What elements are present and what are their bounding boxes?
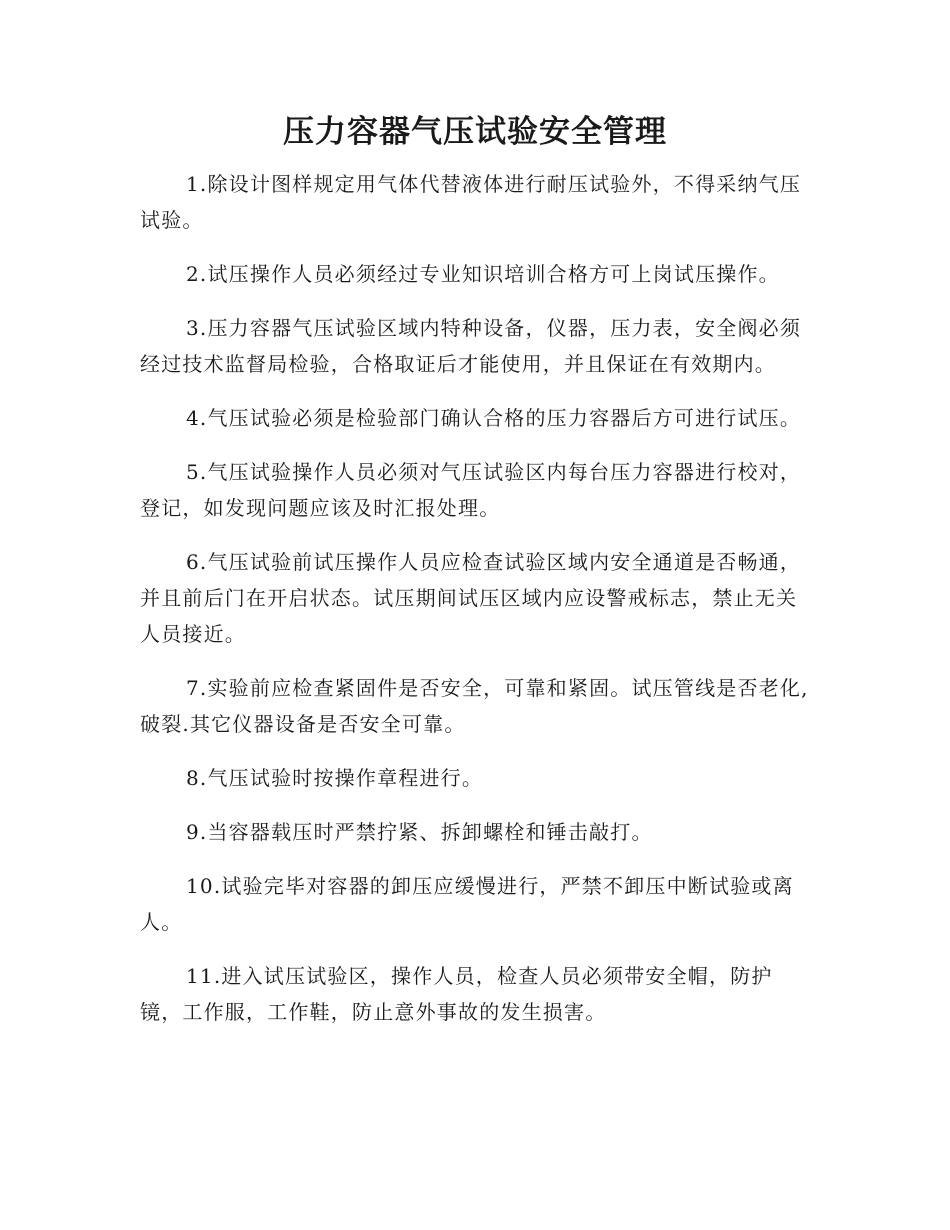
paragraph-5: 5.气压试验操作人员必须对气压试验区内每台压力容器进行校对，登记，如发现问题应该及时汇报处理。 [140, 460, 802, 520]
paragraph-9: 9.当容器载压时严禁拧紧、拆卸螺栓和锤击敲打。 [186, 820, 653, 844]
paragraph-4: 4.气压试验必须是检验部门确认合格的压力容器后方可进行试压。 [186, 406, 802, 430]
paragraph-8: 8.气压试验时按操作章程进行。 [186, 766, 484, 790]
paragraph-1: 1.除设计图样规定用气体代替液体进行耐压试验外，不得采纳气压试验。 [140, 172, 802, 232]
document-title: 压力容器气压试验安全管理 [283, 114, 667, 150]
paragraph-6: 6.气压试验前试压操作人员应检查试验区域内安全通道是否畅通，并且前后门在开启状态。试压期间试压区域内应设警戒标志，禁止无关人员接近。 [140, 550, 802, 646]
document-body [140, 166, 810, 1048]
paragraph-2: 2.试压操作人员必须经过专业知识培训合格方可上岗试压操作。 [186, 262, 780, 286]
paragraph-3: 3.压力容器气压试验区域内特种设备，仪器，压力表，安全阀必须经过技术监督局检验，合格取证后才能使用，并且保证在有效期内。 [140, 316, 802, 376]
paragraph-10: 10.试验完毕对容器的卸压应缓慢进行，严禁不卸压中断试验或离人。 [140, 874, 794, 934]
paragraph-11: 11.进入试压试验区，操作人员，检查人员必须带安全帽，防护镜，工作服，工作鞋，防止意外事故的发生损害。 [140, 964, 773, 1024]
paragraph-7: 7.实验前应检查紧固件是否安全，可靠和紧固。试压管线是否老化,破裂.其它仪器设备是否安全可靠。 [140, 676, 809, 736]
